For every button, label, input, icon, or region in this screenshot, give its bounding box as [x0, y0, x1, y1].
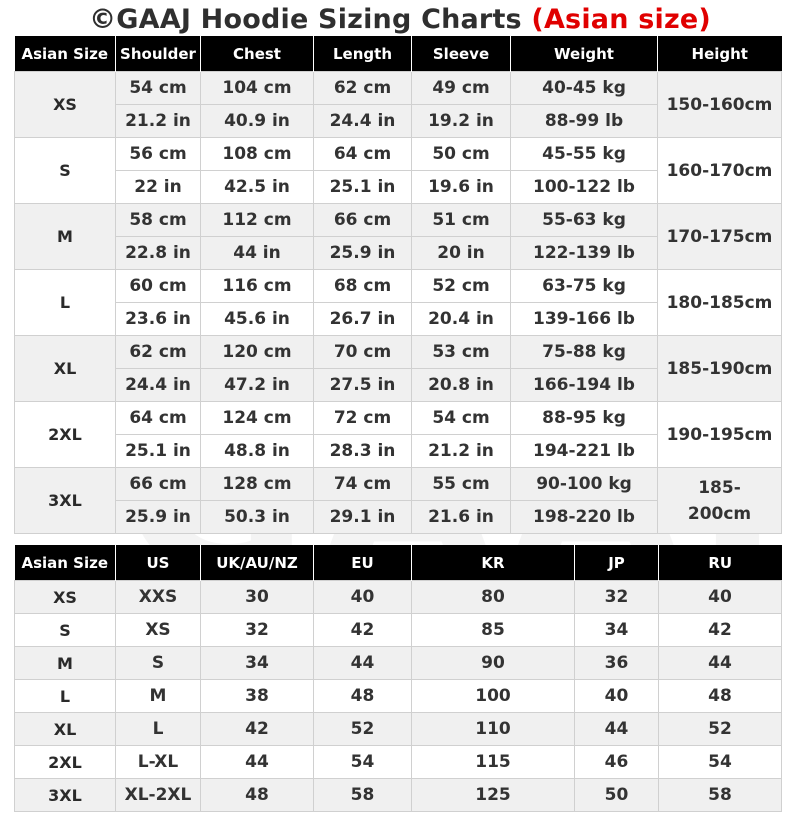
- conversion-cell: 48: [314, 680, 412, 713]
- measurement-cell-in: 24.4 in: [314, 105, 412, 138]
- conversion-row: [15, 614, 782, 647]
- conversion-cell: XXS: [116, 581, 201, 614]
- height-cell: 150-160cm: [658, 72, 782, 138]
- measurement-cell-in: 25.1 in: [116, 435, 201, 468]
- measurement-cell-in: 21.2 in: [412, 435, 511, 468]
- measurement-cell-in: 45.6 in: [201, 303, 314, 336]
- measurement-cell-cm: 72 cm: [314, 402, 412, 435]
- measurement-cell-cm: 45-55 kg: [511, 138, 658, 171]
- measurement-cell-in: 139-166 lb: [511, 303, 658, 336]
- measurement-cell-in: 44 in: [201, 237, 314, 270]
- conversion-cell: L-XL: [116, 746, 201, 779]
- measurement-cell-in: 23.6 in: [116, 303, 201, 336]
- measurement-cell-cm: 74 cm: [314, 468, 412, 501]
- measurement-cell-in: 20.8 in: [412, 369, 511, 402]
- measurement-cell-in: 122-139 lb: [511, 237, 658, 270]
- measurement-header-cell: Height: [658, 36, 782, 72]
- conversion-cell: 44: [659, 647, 782, 680]
- conversion-cell: 48: [659, 680, 782, 713]
- conversion-cell: 32: [575, 581, 659, 614]
- measurement-cell-cm: 51 cm: [412, 204, 511, 237]
- conversion-cell: 100: [412, 680, 575, 713]
- measurement-cell-in: 88-99 lb: [511, 105, 658, 138]
- measurement-row-cm: [15, 468, 782, 501]
- measurement-cell-in: 25.1 in: [314, 171, 412, 204]
- conversion-header-cell: KR: [412, 545, 575, 581]
- size-cell: 2XL: [15, 402, 116, 468]
- conversion-cell: 54: [659, 746, 782, 779]
- measurement-row-cm: [15, 204, 782, 237]
- measurement-header-cell: Chest: [201, 36, 314, 72]
- conversion-cell: 52: [659, 713, 782, 746]
- measurement-cell-in: 47.2 in: [201, 369, 314, 402]
- size-cell: S: [15, 614, 116, 647]
- measurement-row-cm: [15, 270, 782, 303]
- conversion-row: [15, 713, 782, 746]
- measurement-cell-in: 29.1 in: [314, 501, 412, 534]
- measurement-cell-cm: 108 cm: [201, 138, 314, 171]
- measurement-cell-cm: 63-75 kg: [511, 270, 658, 303]
- conversion-cell: 44: [314, 647, 412, 680]
- measurement-cell-cm: 60 cm: [116, 270, 201, 303]
- measurement-cell-in: 21.2 in: [116, 105, 201, 138]
- measurement-cell-in: 42.5 in: [201, 171, 314, 204]
- size-cell: 3XL: [15, 468, 116, 534]
- measurement-cell-cm: 50 cm: [412, 138, 511, 171]
- conversion-cell: XL-2XL: [116, 779, 201, 812]
- conversion-header-cell: UK/AU/NZ: [201, 545, 314, 581]
- measurement-cell-in: 40.9 in: [201, 105, 314, 138]
- conversion-cell: 54: [314, 746, 412, 779]
- measurement-cell-in: 20.4 in: [412, 303, 511, 336]
- conversion-row: [15, 746, 782, 779]
- measurement-cell-in: 166-194 lb: [511, 369, 658, 402]
- measurement-cell-cm: 52 cm: [412, 270, 511, 303]
- height-cell: 170-175cm: [658, 204, 782, 270]
- measurement-cell-in: 28.3 in: [314, 435, 412, 468]
- measurement-cell-cm: 62 cm: [116, 336, 201, 369]
- measurement-cell-cm: 90-100 kg: [511, 468, 658, 501]
- measurement-cell-cm: 64 cm: [314, 138, 412, 171]
- measurement-cell-cm: 66 cm: [116, 468, 201, 501]
- measurement-cell-in: 22.8 in: [116, 237, 201, 270]
- measurement-cell-cm: 64 cm: [116, 402, 201, 435]
- conversion-cell: 42: [201, 713, 314, 746]
- measurement-header-cell: Length: [314, 36, 412, 72]
- measurement-header-cell: Shoulder: [116, 36, 201, 72]
- conversion-header-cell: US: [116, 545, 201, 581]
- measurement-header-row: [15, 36, 782, 72]
- measurement-cell-in: 50.3 in: [201, 501, 314, 534]
- measurement-cell-cm: 75-88 kg: [511, 336, 658, 369]
- measurement-cell-cm: 62 cm: [314, 72, 412, 105]
- measurement-header-cell: Weight: [511, 36, 658, 72]
- size-cell: XS: [15, 72, 116, 138]
- conversion-cell: 40: [575, 680, 659, 713]
- conversion-cell: 44: [575, 713, 659, 746]
- conversion-cell: 125: [412, 779, 575, 812]
- measurement-cell-cm: 88-95 kg: [511, 402, 658, 435]
- conversion-row: [15, 680, 782, 713]
- measurement-cell-in: 25.9 in: [314, 237, 412, 270]
- measurement-cell-cm: 66 cm: [314, 204, 412, 237]
- size-cell: 2XL: [15, 746, 116, 779]
- measurement-cell-in: 24.4 in: [116, 369, 201, 402]
- conversion-cell: 58: [659, 779, 782, 812]
- size-cell: L: [15, 680, 116, 713]
- size-cell: XL: [15, 713, 116, 746]
- size-cell: XS: [15, 581, 116, 614]
- conversion-header-row: [15, 545, 782, 581]
- measurement-cell-cm: 56 cm: [116, 138, 201, 171]
- conversion-cell: 40: [659, 581, 782, 614]
- height-cell: 180-185cm: [658, 270, 782, 336]
- measurement-cell-in: 198-220 lb: [511, 501, 658, 534]
- measurement-cell-in: 27.5 in: [314, 369, 412, 402]
- conversion-cell: 42: [659, 614, 782, 647]
- measurement-cell-in: 26.7 in: [314, 303, 412, 336]
- measurement-cell-cm: 116 cm: [201, 270, 314, 303]
- conversion-cell: 46: [575, 746, 659, 779]
- height-cell: 190-195cm: [658, 402, 782, 468]
- conversion-row: [15, 581, 782, 614]
- measurement-cell-cm: 128 cm: [201, 468, 314, 501]
- page-title: [0, 0, 800, 36]
- conversion-cell: S: [116, 647, 201, 680]
- conversion-cell: 36: [575, 647, 659, 680]
- conversion-cell: 50: [575, 779, 659, 812]
- conversion-row: [15, 779, 782, 812]
- measurement-row-cm: [15, 336, 782, 369]
- conversion-cell: 80: [412, 581, 575, 614]
- measurement-cell-cm: 49 cm: [412, 72, 511, 105]
- conversion-header-cell: RU: [659, 545, 782, 581]
- measurement-cell-in: 22 in: [116, 171, 201, 204]
- title-main: ©GAAJ Hoodie Sizing Charts: [89, 4, 532, 35]
- conversion-cell: L: [116, 713, 201, 746]
- conversion-cell: M: [116, 680, 201, 713]
- conversion-cell: 38: [201, 680, 314, 713]
- size-cell: L: [15, 270, 116, 336]
- measurement-row-cm: [15, 72, 782, 105]
- size-cell: M: [15, 647, 116, 680]
- measurement-cell-in: 20 in: [412, 237, 511, 270]
- conversion-cell: 110: [412, 713, 575, 746]
- conversion-cell: 44: [201, 746, 314, 779]
- conversion-cell: 90: [412, 647, 575, 680]
- measurement-cell-in: 21.6 in: [412, 501, 511, 534]
- conversion-cell: 34: [201, 647, 314, 680]
- conversion-cell: 42: [314, 614, 412, 647]
- measurement-header-cell: Asian Size: [15, 36, 116, 72]
- conversion-cell: 34: [575, 614, 659, 647]
- conversion-cell: XS: [116, 614, 201, 647]
- conversion-cell: 30: [201, 581, 314, 614]
- measurement-header-cell: Sleeve: [412, 36, 511, 72]
- measurement-cell-in: 194-221 lb: [511, 435, 658, 468]
- conversion-header-cell: EU: [314, 545, 412, 581]
- conversion-cell: 115: [412, 746, 575, 779]
- measurement-cell-cm: 54 cm: [116, 72, 201, 105]
- measurement-cell-cm: 68 cm: [314, 270, 412, 303]
- measurement-cell-cm: 124 cm: [201, 402, 314, 435]
- conversion-cell: 85: [412, 614, 575, 647]
- conversion-cell: 48: [201, 779, 314, 812]
- title-accent: (Asian size): [531, 4, 711, 35]
- measurement-cell-cm: 40-45 kg: [511, 72, 658, 105]
- measurement-cell-cm: 55 cm: [412, 468, 511, 501]
- measurement-cell-cm: 54 cm: [412, 402, 511, 435]
- measurement-cell-cm: 120 cm: [201, 336, 314, 369]
- measurement-row-cm: [15, 402, 782, 435]
- conversion-cell: 52: [314, 713, 412, 746]
- measurement-cell-in: 48.8 in: [201, 435, 314, 468]
- conversion-row: [15, 647, 782, 680]
- measurement-cell-cm: 112 cm: [201, 204, 314, 237]
- measurement-table: [14, 36, 782, 534]
- measurement-cell-cm: 53 cm: [412, 336, 511, 369]
- measurement-cell-cm: 58 cm: [116, 204, 201, 237]
- size-cell: S: [15, 138, 116, 204]
- measurement-row-cm: [15, 138, 782, 171]
- height-cell: 185-190cm: [658, 336, 782, 402]
- conversion-cell: 58: [314, 779, 412, 812]
- conversion-table: [14, 545, 782, 812]
- measurement-cell-in: 25.9 in: [116, 501, 201, 534]
- size-cell: 3XL: [15, 779, 116, 812]
- measurement-cell-in: 100-122 lb: [511, 171, 658, 204]
- conversion-header-cell: JP: [575, 545, 659, 581]
- height-cell: 185- 200cm: [658, 468, 782, 534]
- measurement-cell-in: 19.2 in: [412, 105, 511, 138]
- measurement-cell-cm: 55-63 kg: [511, 204, 658, 237]
- size-cell: M: [15, 204, 116, 270]
- conversion-cell: 40: [314, 581, 412, 614]
- size-cell: XL: [15, 336, 116, 402]
- measurement-cell-cm: 70 cm: [314, 336, 412, 369]
- conversion-header-cell: Asian Size: [15, 545, 116, 581]
- conversion-cell: 32: [201, 614, 314, 647]
- height-cell: 160-170cm: [658, 138, 782, 204]
- measurement-cell-in: 19.6 in: [412, 171, 511, 204]
- measurement-cell-cm: 104 cm: [201, 72, 314, 105]
